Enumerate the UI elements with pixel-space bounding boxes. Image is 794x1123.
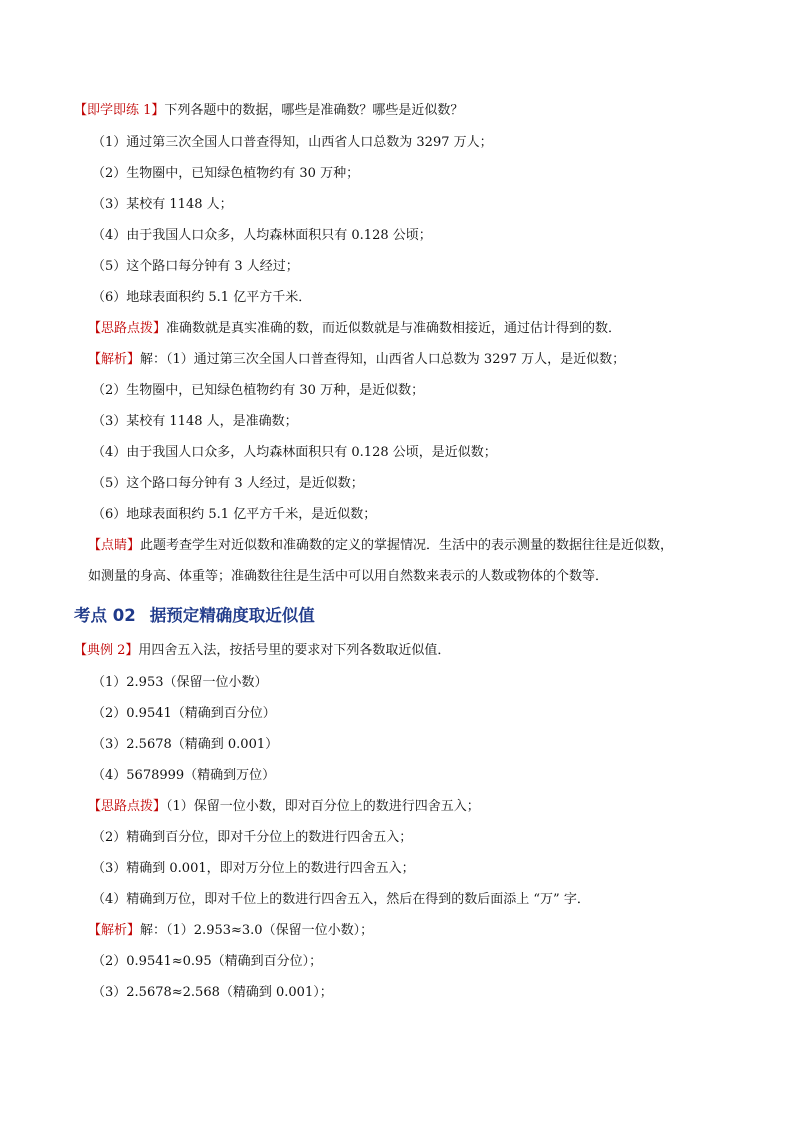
- example-hint-line: [88, 798, 480, 816]
- example-item: （3）2.5678（精确到 0.001）: [92, 737, 279, 752]
- comment-text: 此题考查学生对近似数和准确数的定义的掌握情况．生活中的表示测量的数据往往是近似数，: [140, 538, 674, 553]
- practice-analysis-line: [88, 351, 625, 369]
- analysis-tag: 【解析】: [88, 352, 141, 367]
- section-heading: [74, 602, 315, 626]
- example-question-line: [74, 642, 450, 660]
- analysis-item: （4）由于我国人口众多，人均森林面积只有 0.128 公顷，是近似数；: [92, 445, 497, 460]
- hint-tag: 【思路点拨】: [88, 321, 167, 336]
- practice-item: （2）生物圈中，已知绿色植物约有 30 万种；: [92, 166, 360, 181]
- comment-line-2: 如测量的身高、体重等；准确数往往是生活中可以用自然数来表示的人数或物体的个数等．: [88, 569, 609, 584]
- practice-item: （4）由于我国人口众多，人均森林面积只有 0.128 公顷；: [92, 228, 432, 243]
- hint-item: （2）精确到百分位，即对千分位上的数进行四舍五入；: [92, 830, 413, 845]
- practice-question-line: [74, 102, 463, 120]
- practice-item: （1）通过第三次全国人口普查得知，山西省人口总数为 3297 万人；: [92, 135, 493, 150]
- practice-item: （3）某校有 1148 人；: [92, 197, 233, 212]
- section-title: 据预定精确度取近似值: [149, 606, 315, 625]
- analysis-item: （2）0.9541≈0.95（精确到百分位）；: [92, 954, 323, 969]
- hint-tag: 【思路点拨】: [88, 799, 167, 814]
- example-item: （1）2.953（保留一位小数）: [92, 675, 268, 690]
- analysis-text: 解：（1）2.953≈3.0（保留一位小数）；: [140, 923, 374, 938]
- practice-item: （5）这个路口每分钟有 3 人经过；: [92, 259, 299, 274]
- example-question: 用四舍五入法，按括号里的要求对下列各数取近似值．: [138, 643, 451, 658]
- section-number: 考点 02: [74, 606, 136, 625]
- practice-question: 下列各题中的数据，哪些是准确数？哪些是近似数？: [164, 103, 464, 118]
- practice-tag: 【即学即练 1】: [74, 103, 165, 118]
- hint-item: （4）精确到万位，即对千位上的数进行四舍五入，然后在得到的数后面添上 “万” 字．: [92, 892, 590, 907]
- hint-text: 准确数就是真实准确的数，而近似数就是与准确数相接近，通过估计得到的数．: [166, 321, 622, 336]
- analysis-item: （3）2.5678≈2.568（精确到 0.001）；: [92, 985, 333, 1000]
- analysis-item: （3）某校有 1148 人，是准确数；: [92, 414, 298, 429]
- analysis-item: （2）生物圈中，已知绿色植物约有 30 万种，是近似数；: [92, 383, 425, 398]
- example-tag: 【典例 2】: [74, 643, 139, 658]
- analysis-item: （5）这个路口每分钟有 3 人经过，是近似数；: [92, 476, 364, 491]
- analysis-tag: 【解析】: [88, 923, 141, 938]
- example-analysis-line: [88, 922, 373, 940]
- practice-hint-line: [88, 320, 621, 338]
- analysis-text: 解：（1）通过第三次全国人口普查得知，山西省人口总数为 3297 万人，是近似数；: [140, 352, 626, 367]
- example-item: （2）0.9541（精确到百分位）: [92, 706, 276, 721]
- analysis-item: （6）地球表面积约 5.1 亿平方千米，是近似数；: [92, 507, 377, 522]
- practice-item: （6）地球表面积约 5.1 亿平方千米．: [92, 290, 312, 305]
- hint-text: （1）保留一位小数，即对百分位上的数进行四舍五入；: [166, 799, 480, 814]
- comment-line: [88, 537, 673, 555]
- comment-tag: 【点睛】: [88, 538, 141, 553]
- hint-item: （3）精确到 0.001，即对万分位上的数进行四舍五入；: [92, 861, 415, 876]
- example-item: （4）5678999（精确到万位）: [92, 768, 276, 783]
